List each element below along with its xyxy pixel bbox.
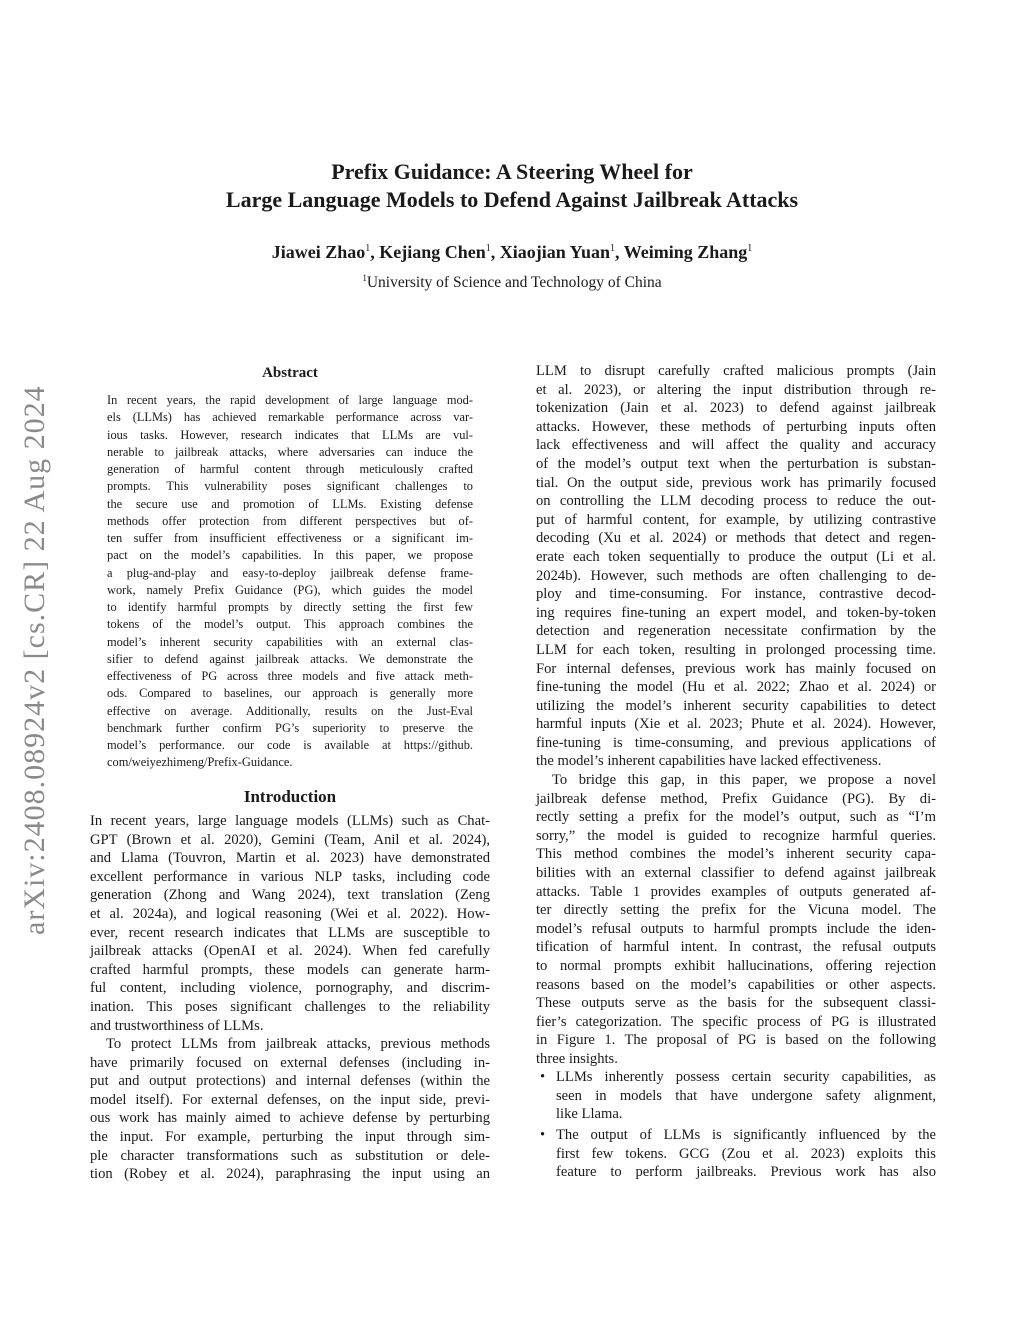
abstract-line: effective on average. Additionally, results on the Just-Eval bbox=[107, 703, 473, 718]
body-line: ing requires fine-tuning an expert model, and token-by-token bbox=[536, 604, 936, 621]
body-line: These outputs serve as the basis for the subsequent classi- bbox=[536, 995, 936, 1012]
body-line: The output of LLMs is significantly influenced by the bbox=[556, 1127, 936, 1143]
body-line: In recent years, large language models (LLMs) such as Chat- bbox=[90, 813, 490, 829]
body-line: LLM for each token, resulting in prolonged processing time. bbox=[536, 641, 936, 658]
intro-paragraph-1 bbox=[90, 812, 490, 1035]
abstract-line: com/weiyezhimeng/Prefix-Guidance. bbox=[107, 755, 293, 770]
body-line: put of harmful content, for example, by utilizing contrastive bbox=[536, 511, 936, 528]
abstract-heading: Abstract bbox=[262, 365, 318, 381]
body-line: feature to perform jailbreaks. Previous work has also bbox=[556, 1164, 936, 1181]
body-line: generation (Zhong and Wang 2024), text translation (Zeng bbox=[90, 887, 490, 904]
bullet-mark: • bbox=[540, 1069, 546, 1085]
body-line: harmful inputs (Xie et al. 2023; Phute et al. 2024). However, bbox=[536, 716, 936, 733]
body-line: in Figure 1. The proposal of PG is based on the following bbox=[536, 1032, 936, 1049]
body-line: et al. 2024a), and logical reasoning (Wei et al. 2022). How- bbox=[90, 905, 490, 922]
body-line: jailbreak attacks (OpenAI et al. 2024). When fed carefully bbox=[90, 943, 490, 960]
body-line: attacks. However, these methods of perturbing inputs often bbox=[536, 418, 936, 435]
abstract-line: generation of harmful content through meticulously crafted bbox=[107, 462, 473, 476]
body-line: LLMs inherently possess certain security capabilities, as bbox=[556, 1069, 936, 1085]
author: Kejiang Chen$^1$, bbox=[379, 242, 500, 262]
body-line: fier’s categorization. The specific process of PG is illustrated bbox=[536, 1013, 936, 1030]
author-list bbox=[0, 240, 1024, 264]
body-line: the input. For example, perturbing the input through sim- bbox=[90, 1128, 490, 1145]
body-line: utilizing the model’s inherent security capabilities to detect bbox=[536, 697, 936, 714]
abstract-line: effectiveness of PG across three models and five attack meth- bbox=[107, 669, 473, 683]
body-line: excellent performance in various NLP tasks, including code bbox=[90, 868, 490, 885]
abstract-line: nerable to jailbreak attacks, where adversaries can induce the bbox=[107, 444, 473, 459]
body-line: ination. This poses significant challenges to the reliability bbox=[90, 998, 490, 1015]
body-line: This method combines the model’s inherent security capa- bbox=[536, 846, 936, 863]
title-line: Large Language Models to Defend Against Jailbreak Attacks bbox=[225, 187, 799, 212]
body-line: bilities with an external classifier to defend against jailbreak bbox=[536, 864, 936, 881]
body-line: ter directly setting the prefix for the Vicuna model. The bbox=[536, 902, 936, 919]
body-line: rectly setting a prefix for the model’s output, such as “I’m bbox=[536, 809, 936, 826]
body-line: like Llama. bbox=[556, 1106, 623, 1123]
abstract-line: methods offer protection from different perspectives but of- bbox=[107, 513, 473, 528]
bullet-item bbox=[536, 1068, 936, 1124]
body-line: decoding (Xu et al. 2024) or methods that detect and regen- bbox=[536, 530, 936, 547]
body-line: tial. On the output side, previous work has primarily focused bbox=[536, 474, 936, 491]
title-line: Prefix Guidance: A Steering Wheel for bbox=[331, 159, 693, 184]
body-line: to normal prompts exhibit hallucinations, offering rejection bbox=[536, 957, 936, 974]
body-line: fine-tuning the model (Hu et al. 2022; Zhao et al. 2024) or bbox=[536, 679, 936, 696]
body-line: erate each token sequentially to produce the output (Li et al. bbox=[536, 548, 936, 565]
abstract-line: work, namely Prefix Guidance (PG), which guides the model bbox=[107, 582, 473, 597]
body-line: ploy and time-consuming. For instance, contrastive decod- bbox=[536, 586, 936, 603]
body-line: To bridge this gap, in this paper, we propose a novel bbox=[552, 772, 936, 788]
body-line: ever, recent research indicates that LLMs are susceptible to bbox=[90, 924, 490, 941]
abstract-body bbox=[107, 392, 473, 772]
affiliation: $^1$University of Science and Technology of China bbox=[362, 272, 662, 291]
author: Weiming Zhang$^1$ bbox=[623, 242, 753, 262]
body-line: jailbreak defense method, Prefix Guidance (PG). By di- bbox=[536, 790, 936, 807]
intro-paragraph-2 bbox=[90, 1035, 490, 1184]
abstract-line: model’s performance. our code is available at https://github. bbox=[107, 738, 473, 752]
body-line: and Llama (Touvron, Martin et al. 2023) have demonstrated bbox=[90, 850, 490, 867]
introduction-heading: Introduction bbox=[243, 787, 337, 806]
body-line: seen in models that have undergone safety alignment, bbox=[556, 1087, 936, 1104]
body-line: ous work has mainly aimed to achieve defense by perturbing bbox=[90, 1110, 490, 1127]
abstract-line: ten suffer from insufficient effectiveness or a significant im- bbox=[107, 531, 473, 545]
body-line: three insights. bbox=[536, 1050, 618, 1067]
abstract-line: pact on the model’s capabilities. In this paper, we propose bbox=[107, 548, 473, 563]
body-line: GPT (Brown et al. 2020), Gemini (Team, Anil et al. 2024), bbox=[90, 831, 490, 848]
author: Xiaojian Yuan$^1$, bbox=[499, 242, 624, 262]
abstract-line: ods. Compared to baselines, our approach is generally more bbox=[107, 686, 473, 701]
body-line: have primarily focused on external defenses (including in- bbox=[90, 1054, 490, 1071]
arxiv-stamp: arXiv:2408.08924v2 [cs.CR] 22 Aug 2024 bbox=[18, 385, 51, 935]
body-line: attacks. Table 1 provides examples of outputs generated af- bbox=[536, 883, 936, 900]
abstract-line: prompts. This vulnerability poses significant challenges to bbox=[107, 479, 473, 494]
abstract-line: els (LLMs) has achieved remarkable performance across var- bbox=[107, 410, 473, 425]
abstract-line: tokens of the model’s output. This approach combines the bbox=[107, 617, 473, 632]
abstract-line: sifier to defend against jailbreak attacks. We demonstrate the bbox=[107, 651, 473, 666]
body-line: the model’s inherent capabilities have lacked effectiveness. bbox=[536, 753, 882, 770]
body-line: ful content, including violence, pornography, and discrim- bbox=[90, 980, 490, 997]
body-line: model’s refusal outputs to harmful prompts include the iden- bbox=[536, 920, 936, 937]
bullet-item bbox=[536, 1126, 936, 1182]
body-line: model itself). For external defenses, on the input side, previ- bbox=[90, 1091, 490, 1108]
body-line: tokenization (Jain et al. 2023) to defend against jailbreak bbox=[536, 400, 936, 417]
body-line: first few tokens. GCG (Zou et al. 2023) exploits this bbox=[556, 1145, 936, 1162]
body-line: LLM to disrupt carefully crafted malicious prompts (Jain bbox=[536, 363, 936, 379]
abstract-line: the secure use and promotion of LLMs. Existing defense bbox=[107, 496, 473, 511]
body-line: tification of harmful intent. In contrast, the refusal outputs bbox=[536, 939, 936, 956]
body-line: crafted harmful prompts, these models can generate harm- bbox=[90, 961, 490, 978]
body-line: of the model’s output text when the perturbation is substan- bbox=[536, 455, 936, 472]
body-line: tion (Robey et al. 2024), paraphrasing the input using an bbox=[90, 1166, 490, 1183]
abstract-line: In recent years, the rapid development of large language mod- bbox=[107, 393, 473, 407]
abstract-line: benchmark further confirm PG’s superiority to preserve the bbox=[107, 720, 473, 735]
bullet-mark: • bbox=[540, 1127, 546, 1143]
body-line: fine-tuning is time-consuming, and previous applications of bbox=[536, 734, 936, 751]
body-line: put and output protections) and internal defenses (within the bbox=[90, 1073, 490, 1090]
paper-title bbox=[0, 158, 1024, 214]
right-paragraph-2 bbox=[536, 771, 936, 1069]
body-line: reasons based on the model’s capabilities or other aspects. bbox=[536, 976, 936, 993]
body-line: 2024b). However, such methods are often challenging to de- bbox=[536, 567, 936, 584]
body-line: sorry,” the model is guided to recognize harmful queries. bbox=[536, 827, 936, 844]
body-line: et al. 2023), or altering the input distribution through re- bbox=[536, 381, 936, 398]
abstract-line: a plug-and-play and easy-to-deploy jailbreak defense frame- bbox=[107, 565, 473, 580]
body-line: To protect LLMs from jailbreak attacks, previous methods bbox=[106, 1036, 490, 1052]
abstract-line: ious tasks. However, research indicates that LLMs are vul- bbox=[107, 427, 473, 442]
abstract-line: model’s inherent security capabilities with an external clas- bbox=[107, 634, 473, 649]
abstract-line: to identify harmful prompts by directly setting the first few bbox=[107, 600, 473, 614]
body-line: on controlling the LLM decoding process to reduce the out- bbox=[536, 493, 936, 510]
body-line: and trustworthiness of LLMs. bbox=[90, 1017, 264, 1034]
body-line: ple character transformations such as substitution or dele- bbox=[90, 1147, 490, 1164]
body-line: For internal defenses, previous work has mainly focused on bbox=[536, 660, 936, 677]
body-line: lack effectiveness and will affect the quality and accuracy bbox=[536, 437, 936, 454]
body-line: detection and regeneration necessitate confirmation by the bbox=[536, 623, 936, 640]
author: Jiawei Zhao$^1$, bbox=[271, 242, 380, 262]
right-paragraph-1 bbox=[536, 362, 936, 771]
